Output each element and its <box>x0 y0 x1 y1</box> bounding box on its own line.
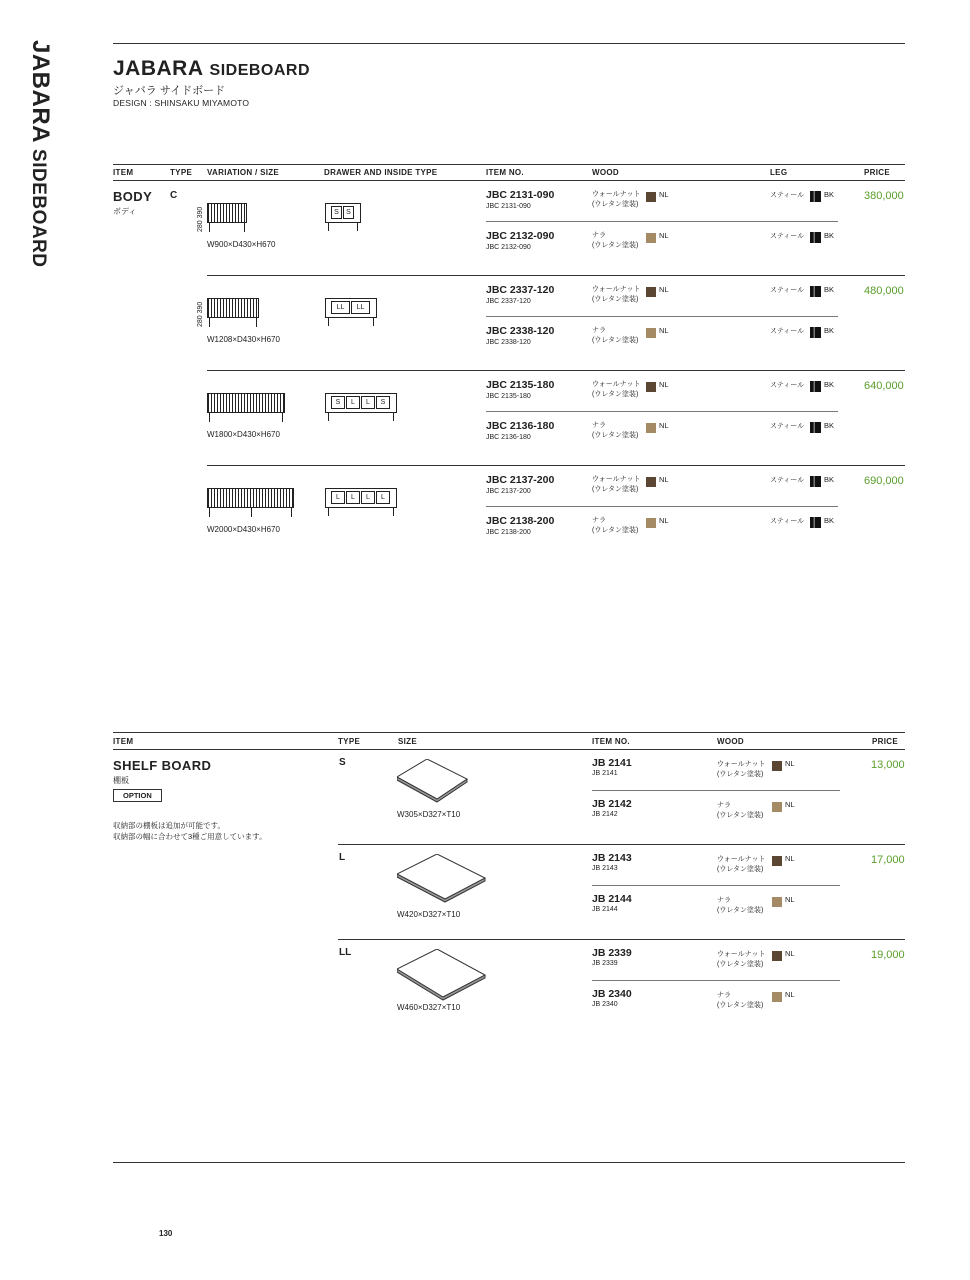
side-title-bold: JABARA <box>27 40 54 144</box>
body-item-jp: ボディ <box>113 207 137 216</box>
group-separator <box>338 844 905 845</box>
group-separator <box>207 465 905 466</box>
item-code-small: JBC 2132-090 <box>486 244 531 251</box>
item-code: JB 2340 <box>592 988 632 1000</box>
body-type: C <box>170 190 178 201</box>
leg-right <box>244 223 245 232</box>
wood-name: ナラ <box>592 232 606 239</box>
shelf-item-name: SHELF BOARD <box>113 758 212 773</box>
shelf-size: W305×D327×T10 <box>397 810 461 819</box>
page-number: 130 <box>159 1229 173 1238</box>
shelf-item-jp: 棚板 <box>113 776 129 785</box>
row-separator <box>592 885 840 886</box>
item-code: JBC 2138-200 <box>486 515 555 527</box>
wood-swatch <box>646 328 656 338</box>
dimension-label: 280 390 <box>197 206 204 232</box>
group-separator <box>207 275 905 276</box>
sideboard-side-view <box>207 298 259 328</box>
drawer-cell: S <box>331 396 345 409</box>
wood-swatch <box>646 477 656 487</box>
shelf-type: L <box>339 852 346 863</box>
wood-swatch <box>646 192 656 202</box>
wood-finish: (ウレタン塗装) <box>717 866 764 873</box>
wood-color-label: NL <box>785 800 795 809</box>
wood-swatch <box>772 992 782 1002</box>
leg-swatch <box>810 517 821 528</box>
leg-swatch <box>810 232 821 243</box>
wood-color-label: NL <box>659 231 669 240</box>
price: 13,000 <box>871 759 905 771</box>
col-variation: VARIATION / SIZE <box>207 168 280 177</box>
wood-swatch <box>646 382 656 392</box>
sideboard-side-view <box>207 203 247 233</box>
leg-color-label: BK <box>824 326 835 335</box>
shelf-size: W460×D327×T10 <box>397 1003 461 1012</box>
leg-material: スティール <box>770 287 805 294</box>
item-code: JBC 2136-180 <box>486 420 555 432</box>
sideboard-side-view <box>207 393 285 423</box>
drawer-leg <box>393 508 394 516</box>
leg-material: スティール <box>770 382 805 389</box>
wood-name: ウォールナット <box>717 951 766 958</box>
drawer-cell: L <box>361 396 375 409</box>
price: 480,000 <box>864 285 904 297</box>
leg-middle <box>251 508 252 517</box>
wood-finish: (ウレタン塗装) <box>592 527 639 534</box>
leg-color-label: BK <box>824 475 835 484</box>
leg-swatch <box>810 327 821 338</box>
leg-right <box>282 413 283 422</box>
wood-swatch <box>772 761 782 771</box>
drawer-cell: L <box>346 491 360 504</box>
side-title <box>24 40 54 290</box>
item-code-small: JBC 2137-200 <box>486 488 531 495</box>
wood-name: ウォールナット <box>592 191 641 198</box>
body-table-top-rule <box>113 164 905 165</box>
drawer-cell: L <box>331 491 345 504</box>
wood-color-label: NL <box>785 990 795 999</box>
item-code: JBC 2137-200 <box>486 474 555 486</box>
item-code-small: JB 2143 <box>592 865 618 872</box>
item-code-small: JB 2141 <box>592 770 618 777</box>
item-code: JB 2143 <box>592 852 632 864</box>
page-subtitle-jp: ジャバラ サイドボード <box>113 85 226 97</box>
col-drawer: DRAWER AND INSIDE TYPE <box>324 168 438 177</box>
drawer-leg <box>393 413 394 421</box>
leg-swatch <box>810 422 821 433</box>
item-code: JBC 2135-180 <box>486 379 555 391</box>
item-code-small: JBC 2138-200 <box>486 529 531 536</box>
wood-color-label: NL <box>659 421 669 430</box>
price: 17,000 <box>871 854 905 866</box>
wood-finish: (ウレタン塗装) <box>717 1002 764 1009</box>
wood-swatch <box>772 897 782 907</box>
shelf-board-top <box>397 949 485 997</box>
leg-material: スティール <box>770 423 805 430</box>
wood-name: ウォールナット <box>717 856 766 863</box>
col-type: TYPE <box>170 168 193 177</box>
leg-right <box>291 508 292 517</box>
wood-color-label: NL <box>659 285 669 294</box>
wood-color-label: NL <box>785 854 795 863</box>
drawer-cell: L <box>376 491 390 504</box>
shelf-board-drawing <box>397 854 489 906</box>
col-price: PRICE <box>864 168 890 177</box>
leg-swatch <box>810 286 821 297</box>
shelf-note-1: 収納部の棚板は追加が可能です。 <box>113 821 225 830</box>
body-table-header-rule <box>113 180 905 181</box>
item-code-small: JB 2142 <box>592 811 618 818</box>
col-wood: WOOD <box>592 168 619 177</box>
drawer-cell: S <box>343 206 354 219</box>
wood-finish: (ウレタン塗装) <box>592 296 639 303</box>
wood-name: ナラ <box>717 802 731 809</box>
shelf-col-size: SIZE <box>398 737 417 746</box>
variation-size: W1208×D430×H670 <box>207 335 280 344</box>
shelf-col-item: ITEM <box>113 737 134 746</box>
shelf-table-top-rule <box>113 732 905 733</box>
wood-name: ウォールナット <box>592 476 641 483</box>
sideboard-side-view <box>207 488 294 518</box>
drawer-leg <box>328 223 329 231</box>
drawer-cell: LL <box>351 301 370 314</box>
leg-material: スティール <box>770 192 805 199</box>
wood-color-label: NL <box>659 475 669 484</box>
shelf-table-header-rule <box>113 749 905 750</box>
body-item-name: BODY <box>113 189 153 204</box>
item-code-small: JBC 2338-120 <box>486 339 531 346</box>
row-separator <box>486 221 838 222</box>
wood-name: ナラ <box>592 327 606 334</box>
wood-name: ナラ <box>592 422 606 429</box>
wood-finish: (ウレタン塗装) <box>717 812 764 819</box>
col-leg: LEG <box>770 168 788 177</box>
wood-finish: (ウレタン塗装) <box>592 242 639 249</box>
leg-material: スティール <box>770 518 805 525</box>
drawer-layout <box>325 393 397 413</box>
wood-color-label: NL <box>659 516 669 525</box>
group-separator <box>207 370 905 371</box>
shelf-board-drawing <box>397 759 471 811</box>
leg-color-label: BK <box>824 380 835 389</box>
item-code: JBC 2338-120 <box>486 325 555 337</box>
wood-name: ウォールナット <box>592 286 641 293</box>
drawer-cell: L <box>346 396 360 409</box>
item-code-small: JBC 2337-120 <box>486 298 531 305</box>
drawer-leg <box>373 318 374 326</box>
row-separator <box>592 980 840 981</box>
item-code: JBC 2131-090 <box>486 189 555 201</box>
slat-panel <box>207 298 259 318</box>
wood-color-label: NL <box>659 326 669 335</box>
drawer-leg <box>328 413 329 421</box>
top-rule <box>113 43 905 44</box>
shelf-col-type: TYPE <box>338 737 361 746</box>
wood-finish: (ウレタン塗装) <box>592 391 639 398</box>
wood-color-label: NL <box>659 190 669 199</box>
drawer-leg <box>328 318 329 326</box>
item-code-small: JB 2340 <box>592 1001 618 1008</box>
slat-panel <box>207 203 247 223</box>
drawer-layout <box>325 203 361 223</box>
item-code-small: JBC 2135-180 <box>486 393 531 400</box>
leg-color-label: BK <box>824 190 835 199</box>
price: 690,000 <box>864 475 904 487</box>
option-badge: OPTION <box>113 789 162 802</box>
wood-swatch <box>646 287 656 297</box>
shelf-col-price: PRICE <box>872 737 898 746</box>
wood-swatch <box>646 233 656 243</box>
page-title <box>113 57 310 81</box>
wood-swatch <box>646 518 656 528</box>
wood-name: ナラ <box>592 517 606 524</box>
shelf-board-top <box>397 759 467 799</box>
row-separator <box>486 411 838 412</box>
leg-left <box>209 318 210 327</box>
variation-size: W900×D430×H670 <box>207 240 276 249</box>
leg-color-label: BK <box>824 285 835 294</box>
wood-finish: (ウレタン塗装) <box>592 201 639 208</box>
leg-right <box>256 318 257 327</box>
item-code: JB 2144 <box>592 893 632 905</box>
wood-finish: (ウレタン塗装) <box>717 771 764 778</box>
drawer-cell: L <box>361 491 375 504</box>
group-separator <box>338 939 905 940</box>
wood-finish: (ウレタン塗装) <box>717 961 764 968</box>
price: 380,000 <box>864 190 904 202</box>
wood-color-label: NL <box>785 895 795 904</box>
drawer-leg <box>328 508 329 516</box>
leg-swatch <box>810 476 821 487</box>
row-separator <box>486 506 838 507</box>
wood-swatch <box>646 423 656 433</box>
page-title-light: SIDEBOARD <box>209 62 311 79</box>
wood-swatch <box>772 951 782 961</box>
item-code: JB 2141 <box>592 757 632 769</box>
col-item-no: ITEM NO. <box>486 168 524 177</box>
wood-name: ナラ <box>717 897 731 904</box>
item-code-small: JBC 2136-180 <box>486 434 531 441</box>
shelf-type: S <box>339 757 346 768</box>
bottom-rule <box>113 1162 905 1163</box>
leg-color-label: BK <box>824 516 835 525</box>
drawer-leg <box>357 223 358 231</box>
item-code: JBC 2132-090 <box>486 230 555 242</box>
shelf-col-wood: WOOD <box>717 737 744 746</box>
row-separator <box>486 316 838 317</box>
shelf-type: LL <box>339 947 352 958</box>
wood-color-label: NL <box>785 949 795 958</box>
wood-name: ナラ <box>717 992 731 999</box>
shelf-size: W420×D327×T10 <box>397 910 461 919</box>
leg-left <box>209 413 210 422</box>
row-separator <box>592 790 840 791</box>
price: 640,000 <box>864 380 904 392</box>
leg-color-label: BK <box>824 421 835 430</box>
item-code-small: JBC 2131-090 <box>486 203 531 210</box>
leg-swatch <box>810 191 821 202</box>
leg-left <box>209 508 210 517</box>
leg-swatch <box>810 381 821 392</box>
wood-color-label: NL <box>659 380 669 389</box>
wood-swatch <box>772 802 782 812</box>
item-code-small: JB 2339 <box>592 960 618 967</box>
wood-finish: (ウレタン塗装) <box>592 432 639 439</box>
leg-material: スティール <box>770 328 805 335</box>
shelf-board-drawing <box>397 949 489 1001</box>
wood-finish: (ウレタン塗装) <box>592 486 639 493</box>
drawer-cell: S <box>331 206 342 219</box>
drawer-cell: LL <box>331 301 350 314</box>
item-code-small: JB 2144 <box>592 906 618 913</box>
dimension-label: 280 390 <box>197 301 204 327</box>
wood-name: ウォールナット <box>717 761 766 768</box>
col-item: ITEM <box>113 168 134 177</box>
wood-name: ウォールナット <box>592 381 641 388</box>
leg-left <box>209 223 210 232</box>
wood-swatch <box>772 856 782 866</box>
shelf-col-item-no: ITEM NO. <box>592 737 630 746</box>
drawer-cell: S <box>376 396 390 409</box>
variation-size: W2000×D430×H670 <box>207 525 280 534</box>
variation-size: W1800×D430×H670 <box>207 430 280 439</box>
drawer-layout <box>325 488 397 508</box>
leg-color-label: BK <box>824 231 835 240</box>
side-title-light: SIDEBOARD <box>28 149 49 268</box>
leg-material: スティール <box>770 233 805 240</box>
item-code: JBC 2337-120 <box>486 284 555 296</box>
wood-finish: (ウレタン塗装) <box>717 907 764 914</box>
price: 19,000 <box>871 949 905 961</box>
slat-panel <box>207 393 285 413</box>
wood-color-label: NL <box>785 759 795 768</box>
wood-finish: (ウレタン塗装) <box>592 337 639 344</box>
designer-credit: DESIGN : SHINSAKU MIYAMOTO <box>113 98 250 108</box>
slat-panel <box>207 488 294 508</box>
drawer-layout <box>325 298 377 318</box>
leg-material: スティール <box>770 477 805 484</box>
page-title-bold: JABARA <box>113 57 204 80</box>
shelf-board-top <box>397 854 485 899</box>
item-code: JB 2339 <box>592 947 632 959</box>
shelf-note-2: 収納部の幅に合わせて3種ご用意しています。 <box>113 832 267 841</box>
item-code: JB 2142 <box>592 798 632 810</box>
